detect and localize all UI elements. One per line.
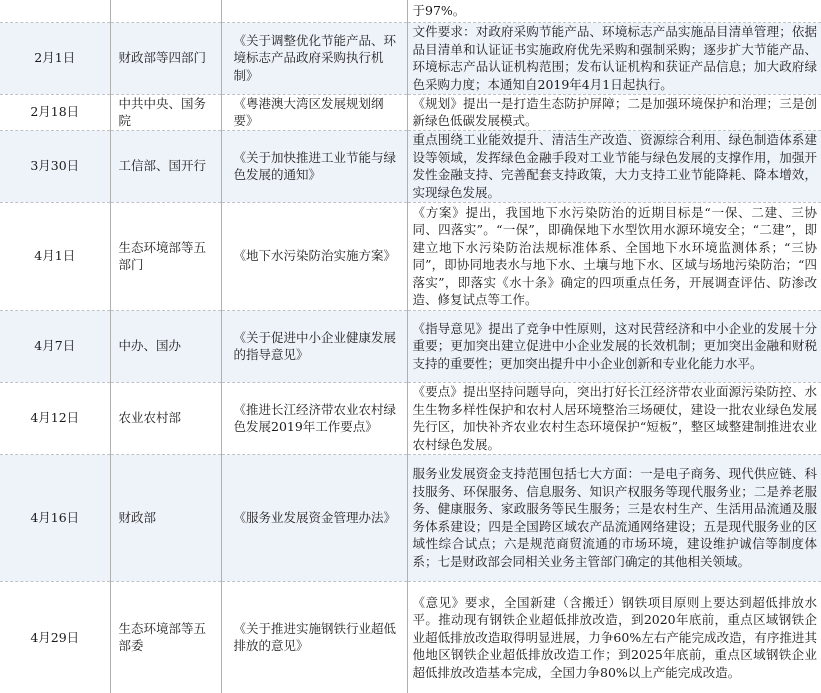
table-row <box>0 0 821 22</box>
document-cell: 《粤港澳大湾区发展规划纲要》 <box>221 94 407 130</box>
document-cell: 《关于调整优化节能产品、环境标志产品政府采购执行机制》 <box>221 22 407 94</box>
date-cell: 4月1日 <box>0 202 110 310</box>
department-cell: 财政部 <box>110 454 221 581</box>
document-cell: 《关于推进实施钢铁行业超低排放的意见》 <box>221 581 407 693</box>
summary-text: 《要点》提出坚持问题导向，突出打好长江经济带农业面源污染防控、水生生物多样性保护和农村人居环境整治三场硬仗，建设一批农业绿色发展先行区，加快补齐农业农村生态环境保护“短板”，整区域整建制推进农业农村绿色发展。 <box>412 384 817 452</box>
summary-cell <box>407 581 821 693</box>
table-row <box>0 130 821 202</box>
summary-cell <box>407 94 821 130</box>
table-row <box>0 22 821 94</box>
department-cell <box>110 0 221 22</box>
summary-text: 重点围绕工业能效提升、清洁生产改造、资源综合利用、绿色制造体系建设等领域，发挥绿色金融手段对工业节能与绿色发展的支撑作用，加强开发性金融支持、完善配套支持政策，大力支持工业节能降耗、降本增效，实现绿色发展。 <box>412 132 817 200</box>
department-cell: 中办、国办 <box>110 310 221 382</box>
document-cell: 《关于促进中小企业健康发展的指导意见》 <box>221 310 407 382</box>
document-cell: 《推进长江经济带农业农村绿色发展2019年工作要点》 <box>221 382 407 454</box>
summary-text: 《方案》提出，我国地下水污染防治的近期目标是“一保、二建、三协同、四落实”。“一保”，即确保地下水型饮用水源环境安全；“二建”，即建立地下水污染防治法规标准体系、全国地下水环境监测体系；“三协同”，即协同地表水与地下水、土壤与地下水、区域与场地污染防治；“四落实”，即落实《水十条》确定的四项重点任务，开展调查评估、防渗改造、修复试点等工作。 <box>412 204 817 307</box>
summary-cell <box>407 22 821 94</box>
summary-text: 服务业发展资金支持范围包括七大方面：一是电子商务、现代供应链、科技服务、环保服务、信息服务、知识产权服务等现代服务业；二是养老服务、健康服务、家政服务等民生服务；三是农村生产、生活用品流通及服务体系建设；四是全国跨区域农产品流通网络建设；五是现代服务业的区域性综合试点；六是规范商贸流通的市场环境，建设维护诚信等制度体系；七是财政部会同相关业务主管部门确定的其他相关领域。 <box>412 466 817 569</box>
summary-cell <box>407 202 821 310</box>
table-row <box>0 581 821 693</box>
date-cell: 2月1日 <box>0 22 110 94</box>
date-cell: 4月29日 <box>0 581 110 693</box>
table-row <box>0 310 821 382</box>
summary-cell <box>407 382 821 454</box>
table-row <box>0 382 821 454</box>
document-cell: 《地下水污染防治实施方案》 <box>221 202 407 310</box>
document-cell: 《关于加快推进工业节能与绿色发展的通知》 <box>221 130 407 202</box>
table-row <box>0 202 821 310</box>
document-cell: 《服务业发展资金管理办法》 <box>221 454 407 581</box>
document-cell <box>221 0 407 22</box>
department-cell: 农业农村部 <box>110 382 221 454</box>
department-cell: 工信部、国开行 <box>110 130 221 202</box>
summary-text: 《指导意见》提出了竞争中性原则，这对民营经济和中小企业的发展十分重要；更加突出建立促进中小企业发展的长效机制；更加突出金融和财税支持的重要性；更加突出提升中小企业创新和专业化能力水平。 <box>412 320 817 371</box>
summary-text: 文件要求：对政府采购节能产品、环境标志产品实施品目清单管理；依据品目清单和认证证书实施政府优先采购和强制采购；逐步扩大节能产品、环境标志产品认证机构范围；发布认证机构和获证产品信息；加大政府绿色采购力度；本通知自2019年4月1日起执行。 <box>412 24 817 92</box>
summary-cell <box>407 310 821 382</box>
department-cell: 中共中央、国务院 <box>110 94 221 130</box>
table-row <box>0 454 821 581</box>
department-cell: 生态环境部等五部委 <box>110 581 221 693</box>
date-cell: 4月7日 <box>0 310 110 382</box>
department-cell: 财政部等四部门 <box>110 22 221 94</box>
summary-text: 《意见》要求，全国新建（含搬迁）钢铁项目原则上要达到超低排放水平。推动现有钢铁企业超低排放改造，到2020年底前，重点区域钢铁企业超低排放改造取得明显进展，力争60%左右产能完成改造，有序推进其他地区钢铁企业超低排放改造工作；到2025年底前，重点区域钢铁企业超低排放改造基本完成，全国力争80%以上产能完成改造。 <box>412 594 817 680</box>
date-cell: 4月16日 <box>0 454 110 581</box>
summary-text: 《规划》提出一是打造生态防护屏障；二是加强环境保护和治理；三是创新绿色低碳发展模式。 <box>412 95 817 128</box>
date-cell: 4月12日 <box>0 382 110 454</box>
table-row <box>0 94 821 130</box>
summary-text: 于97%。 <box>412 3 466 18</box>
summary-cell <box>407 130 821 202</box>
summary-cell <box>407 454 821 581</box>
date-cell <box>0 0 110 22</box>
date-cell: 3月30日 <box>0 130 110 202</box>
summary-cell <box>407 0 821 22</box>
date-cell: 2月18日 <box>0 94 110 130</box>
department-cell: 生态环境部等五部门 <box>110 202 221 310</box>
